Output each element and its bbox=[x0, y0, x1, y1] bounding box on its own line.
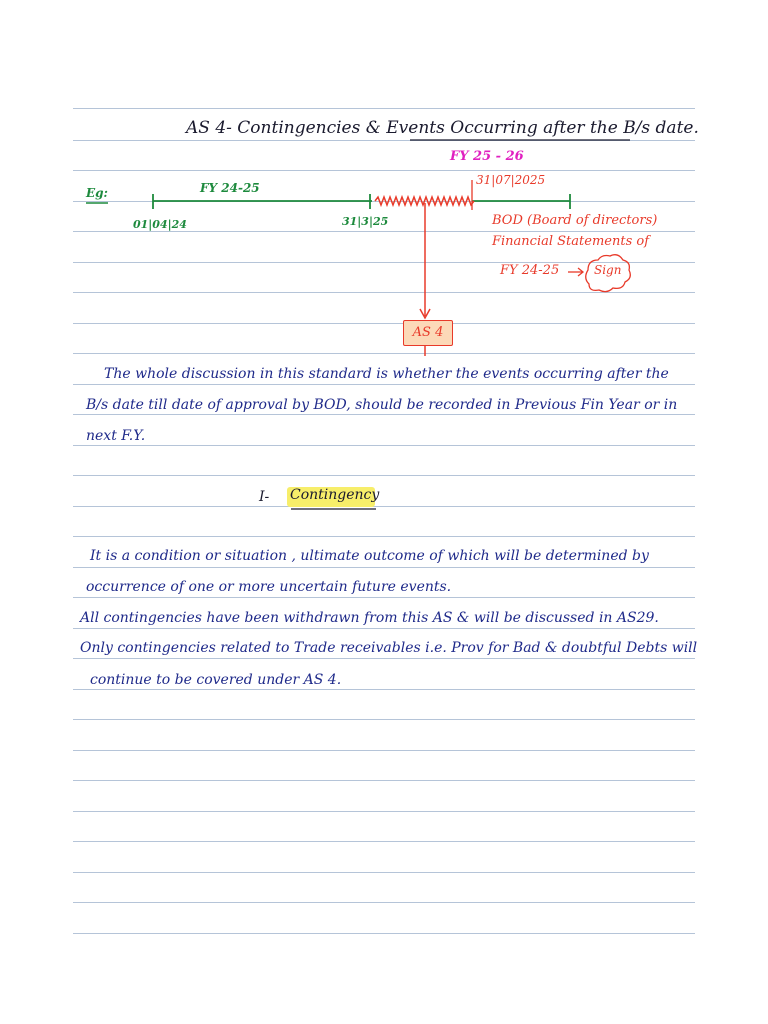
paragraph2-line: occurrence of one or more uncertain future events. bbox=[86, 579, 452, 595]
paragraph2-line: continue to be covered under AS 4. bbox=[90, 672, 342, 688]
heading-number: I- bbox=[259, 489, 270, 505]
financial-statements-label: Financial Statements of bbox=[492, 234, 650, 249]
paragraph2-line: All contingencies have been withdrawn from this AS & will be discussed in AS29. bbox=[80, 610, 659, 626]
paragraph1-line: The whole discussion in this standard is whether the events occurring after the bbox=[104, 366, 669, 382]
heading-label: Contingency bbox=[290, 487, 380, 503]
fy-prev-label: FY 24-25 bbox=[200, 181, 260, 195]
sign-label: Sign bbox=[594, 263, 622, 277]
as4-box: AS 4 bbox=[403, 320, 453, 346]
date-approval: 31|07|2025 bbox=[476, 173, 546, 187]
paragraph2-line: It is a condition or situation , ultimate outcome of which will be determined by bbox=[90, 548, 649, 564]
example-label: Eg: bbox=[86, 186, 108, 200]
date-start: 01|04|24 bbox=[133, 218, 187, 231]
fy-next-label: FY 25 - 26 bbox=[450, 149, 524, 164]
paragraph1-line: next F.Y. bbox=[86, 428, 146, 444]
page-title: AS 4- Contingencies & Events Occurring after the B/s date. bbox=[186, 118, 699, 138]
fy-sign-label: FY 24-25 bbox=[500, 263, 560, 278]
bod-label: BOD (Board of directors) bbox=[492, 213, 658, 228]
paragraph1-line: B/s date till date of approval by BOD, should be recorded in Previous Fin Year or in bbox=[86, 397, 678, 413]
paragraph2-line: Only contingencies related to Trade receivables i.e. Prov for Bad & doubtful Debts will bbox=[80, 640, 698, 656]
date-bs: 31|3|25 bbox=[342, 215, 389, 228]
